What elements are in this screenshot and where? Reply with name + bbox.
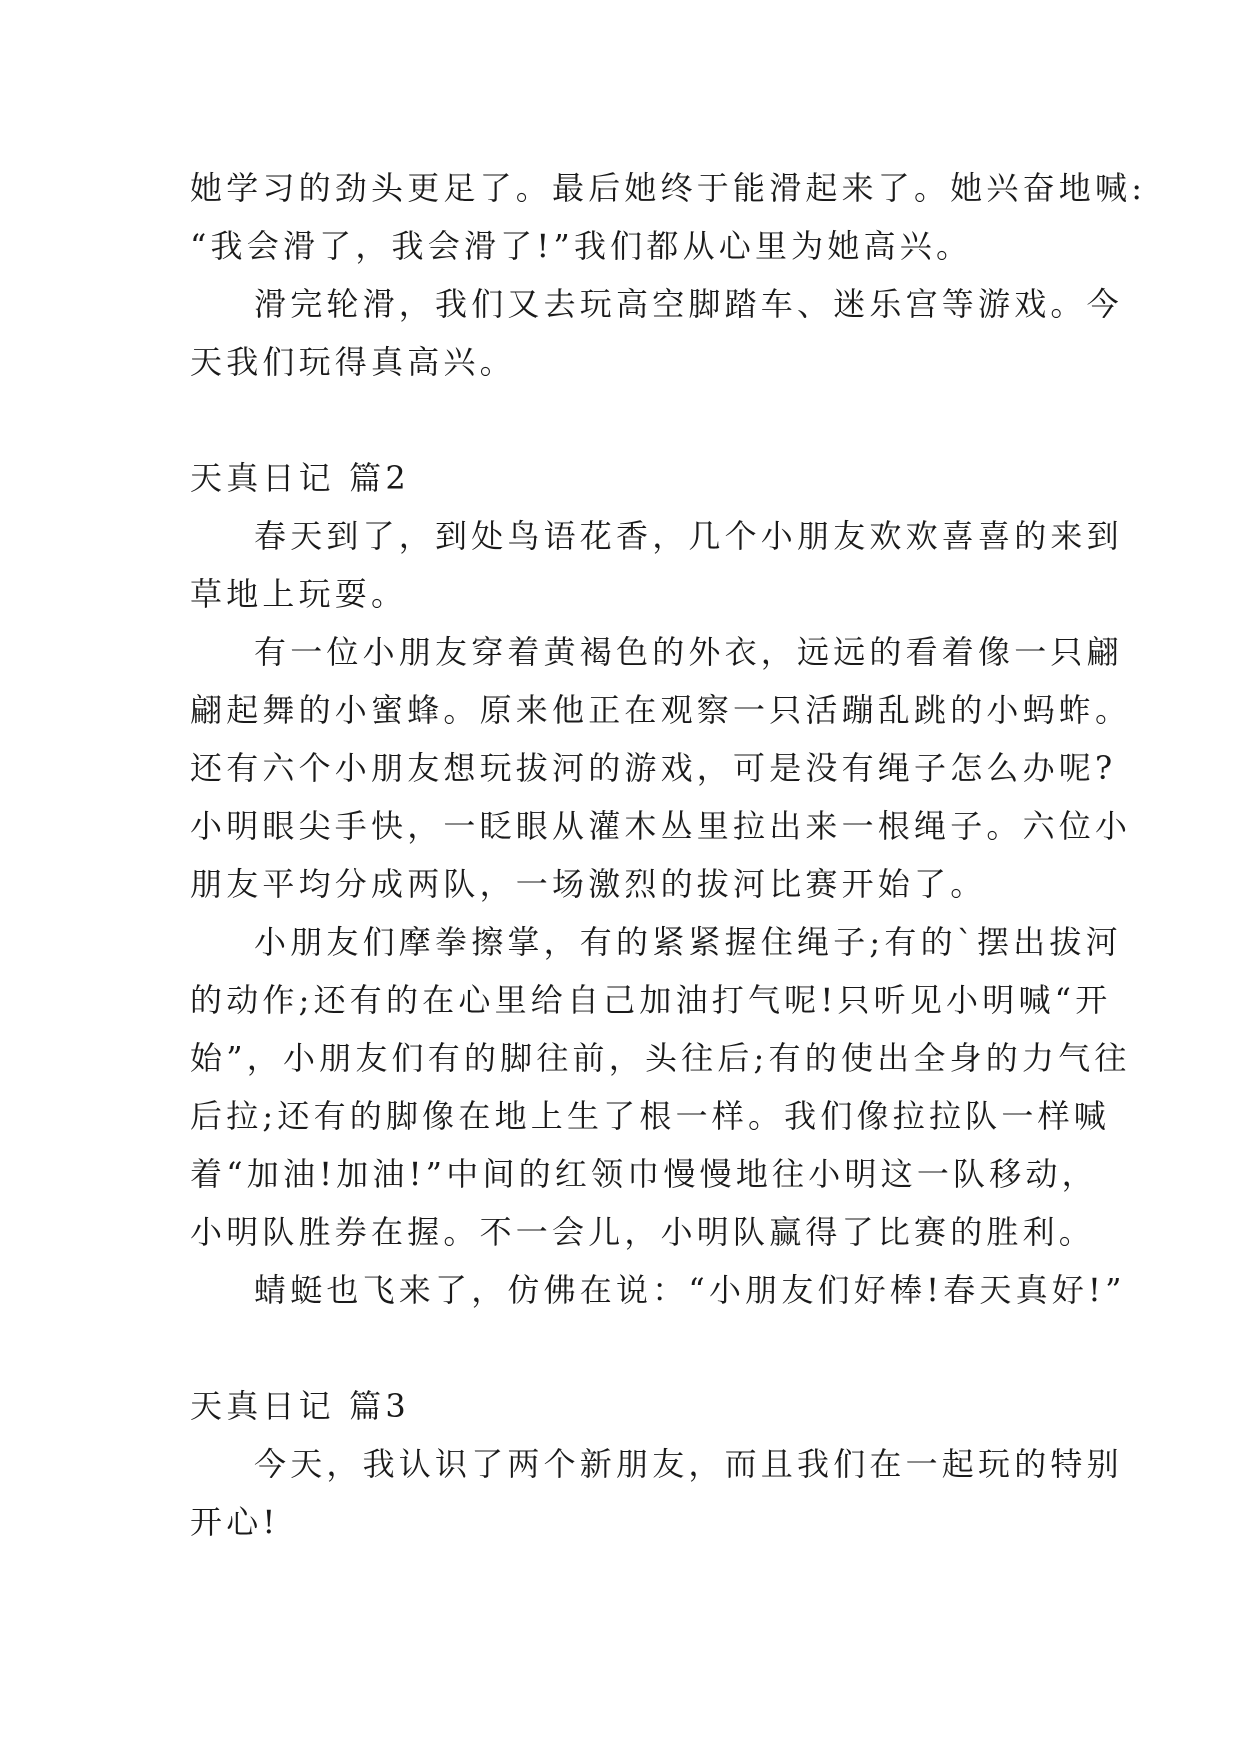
- body-line: 草地上玩耍。: [190, 575, 408, 613]
- body-line: 着“加油!加油!”中间的红领巾慢慢地往小明这一队移动，: [190, 1155, 1098, 1193]
- body-line: 开心!: [190, 1503, 280, 1541]
- body-line: 她学习的劲头更足了。最后她终于能滑起来了。她兴奋地喊:: [190, 169, 1147, 207]
- body-line: 后拉;还有的脚像在地上生了根一样。我们像拉拉队一样喊: [190, 1097, 1110, 1135]
- paragraph-first-line: 小朋友们摩拳擦掌，有的紧紧握住绳子;有的`摆出拔河: [254, 923, 1122, 961]
- paragraph-first-line: 有一位小朋友穿着黄褐色的外衣，远远的看着像一只翩: [254, 633, 1123, 671]
- paragraph-first-line: 春天到了，到处鸟语花香，几个小朋友欢欢喜喜的来到: [254, 517, 1123, 555]
- body-line: 的动作;还有的在心里给自己加油打气呢!只听见小明喊“开: [190, 981, 1112, 1019]
- body-line: 朋友平均分成两队，一场激烈的拔河比赛开始了。: [190, 865, 987, 903]
- body-line: “我会滑了，我会滑了!”我们都从心里为她高兴。: [190, 227, 973, 265]
- section-heading: 天真日记 篇2: [190, 459, 410, 497]
- paragraph-first-line: 蜻蜓也飞来了，仿佛在说：“小朋友们好棒!春天真好!”: [254, 1271, 1126, 1309]
- body-line: 小明队胜券在握。不一会儿，小明队赢得了比赛的胜利。: [190, 1213, 1096, 1251]
- paragraph-first-line: 滑完轮滑，我们又去玩高空脚踏车、迷乐宫等游戏。今: [254, 285, 1123, 323]
- section-heading: 天真日记 篇3: [190, 1387, 410, 1425]
- body-line: 始”，小朋友们有的脚往前，头往后;有的使出全身的力气往: [190, 1039, 1131, 1077]
- body-line: 天我们玩得真高兴。: [190, 343, 516, 381]
- body-line: 翩起舞的小蜜蜂。原来他正在观察一只活蹦乱跳的小蚂蚱。: [190, 691, 1132, 729]
- body-line: 小明眼尖手快，一眨眼从灌木丛里拉出来一根绳子。六位小: [190, 807, 1132, 845]
- body-line: 还有六个小朋友想玩拔河的游戏，可是没有绳子怎么办呢?: [190, 749, 1117, 787]
- paragraph-first-line: 今天，我认识了两个新朋友，而且我们在一起玩的特别: [254, 1445, 1123, 1483]
